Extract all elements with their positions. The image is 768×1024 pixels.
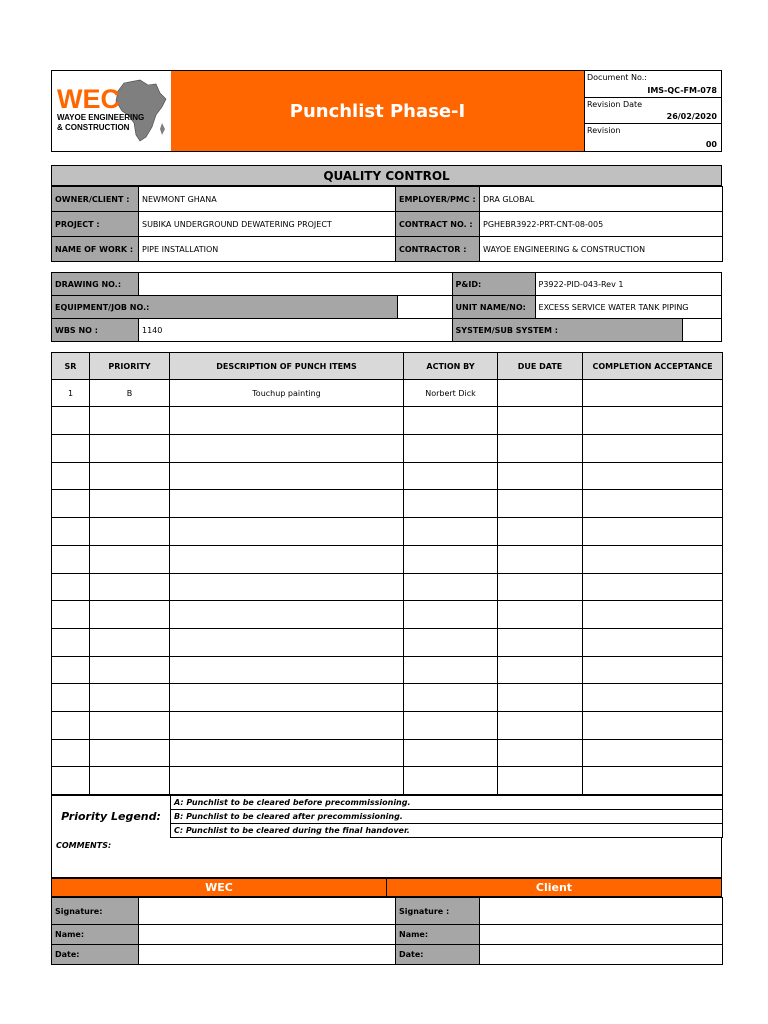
table-row [52, 573, 723, 601]
cell-description[interactable] [170, 545, 404, 573]
cell-completion[interactable] [583, 462, 723, 490]
cell-due-date[interactable] [498, 545, 583, 573]
cell-description[interactable] [170, 767, 404, 795]
table-row [52, 767, 723, 795]
cell-sr[interactable] [52, 545, 90, 573]
cell-completion[interactable] [583, 380, 723, 407]
logo-wordmark: WEC [57, 84, 120, 114]
cell-priority[interactable] [90, 628, 170, 656]
doc-number-value: IMS-QC-FM-078 [647, 85, 717, 95]
cell-due-date[interactable] [498, 518, 583, 546]
client-signature-field[interactable] [480, 898, 723, 925]
cell-action-by[interactable] [404, 767, 498, 795]
cell-description[interactable] [170, 490, 404, 518]
cell-due-date[interactable] [498, 573, 583, 601]
cell-completion[interactable] [583, 684, 723, 712]
cell-description[interactable] [170, 601, 404, 629]
system-value[interactable] [682, 319, 721, 342]
pid-label: P&ID: [452, 273, 535, 296]
cell-action-by[interactable] [404, 435, 498, 463]
employer-value[interactable]: DRA GLOBAL [480, 187, 723, 212]
revision-date-value: 26/02/2020 [666, 112, 717, 122]
cell-sr[interactable] [52, 601, 90, 629]
legend-item-b: B: Punchlist to be cleared after precommissioning. [171, 810, 723, 824]
pid-value[interactable]: P3922-PID-043-Rev 1 [535, 273, 721, 296]
cell-priority[interactable] [90, 684, 170, 712]
cell-sr[interactable] [52, 739, 90, 767]
cell-completion[interactable] [583, 518, 723, 546]
cell-sr[interactable] [52, 490, 90, 518]
cell-sr[interactable] [52, 462, 90, 490]
contractor-value[interactable]: WAYOE ENGINEERING & CONSTRUCTION [480, 237, 723, 262]
cell-priority[interactable] [90, 573, 170, 601]
legend-item-c: C: Punchlist to be cleared during the final handover. [171, 824, 723, 838]
wec-name-field[interactable] [139, 925, 396, 945]
cell-completion[interactable] [583, 767, 723, 795]
client-name-field[interactable] [480, 925, 723, 945]
cell-action-by[interactable] [404, 490, 498, 518]
wec-signature-label: Signature: [52, 898, 139, 925]
cell-completion[interactable] [583, 490, 723, 518]
cell-action-by[interactable] [404, 628, 498, 656]
cell-action-by[interactable] [404, 656, 498, 684]
table-row [52, 656, 723, 684]
client-name-label: Name: [396, 925, 480, 945]
cell-completion[interactable] [583, 601, 723, 629]
equipment-value[interactable] [397, 296, 452, 319]
wec-date-label: Date: [52, 945, 139, 965]
cell-priority[interactable] [90, 490, 170, 518]
africa-map-icon [52, 71, 171, 151]
document-title: Punchlist Phase-I [289, 100, 466, 122]
cell-action-by[interactable] [404, 684, 498, 712]
wbs-value[interactable]: 1140 [139, 319, 453, 342]
employer-label: EMPLOYER/PMC : [396, 187, 480, 212]
cell-priority[interactable] [90, 739, 170, 767]
cell-sr[interactable] [52, 656, 90, 684]
cell-due-date[interactable] [498, 767, 583, 795]
cell-sr[interactable] [52, 711, 90, 739]
work-value[interactable]: PIPE INSTALLATION [139, 237, 396, 262]
revision-date-cell [585, 98, 721, 125]
cell-priority[interactable] [90, 601, 170, 629]
section-title: QUALITY CONTROL [51, 165, 722, 186]
table-row [52, 407, 723, 435]
cell-description[interactable] [170, 407, 404, 435]
wec-signature-title: WEC [52, 879, 387, 896]
cell-due-date[interactable] [498, 628, 583, 656]
wec-name-label: Name: [52, 925, 139, 945]
cell-due-date[interactable] [498, 435, 583, 463]
company-logo [52, 71, 172, 151]
cell-completion[interactable] [583, 656, 723, 684]
cell-completion[interactable] [583, 739, 723, 767]
table-row [52, 628, 723, 656]
cell-action-by[interactable] [404, 545, 498, 573]
cell-action-by[interactable] [404, 601, 498, 629]
unit-value[interactable]: EXCESS SERVICE WATER TANK PIPING [535, 296, 721, 319]
cell-due-date[interactable] [498, 380, 583, 407]
comments-box[interactable] [51, 838, 722, 878]
table-row [52, 684, 723, 712]
document-info [585, 71, 721, 151]
cell-priority[interactable] [90, 435, 170, 463]
system-label: SYSTEM/SUB SYSTEM : [452, 319, 682, 342]
cell-sr[interactable] [52, 518, 90, 546]
cell-due-date[interactable] [498, 407, 583, 435]
drawing-label: DRAWING NO.: [52, 273, 139, 296]
signature-block [51, 897, 722, 965]
table-row [52, 545, 723, 573]
document-header [51, 70, 722, 152]
cell-action-by[interactable] [404, 573, 498, 601]
cell-completion[interactable] [583, 628, 723, 656]
priority-legend [51, 795, 722, 838]
cell-description[interactable] [170, 684, 404, 712]
cell-action-by[interactable] [404, 518, 498, 546]
logo-company-line2: & CONSTRUCTION [57, 123, 130, 132]
cell-completion[interactable] [583, 711, 723, 739]
cell-description[interactable] [170, 435, 404, 463]
cell-completion[interactable] [583, 545, 723, 573]
cell-due-date[interactable] [498, 462, 583, 490]
cell-description[interactable] [170, 739, 404, 767]
cell-action-by[interactable] [404, 462, 498, 490]
cell-sr[interactable] [52, 573, 90, 601]
comments-label: COMMENTS: [56, 841, 112, 850]
cell-due-date[interactable] [498, 601, 583, 629]
header-description: DESCRIPTION OF PUNCH ITEMS [170, 353, 404, 380]
wec-signature-field[interactable] [139, 898, 396, 925]
table-row [52, 711, 723, 739]
legend-item-a: A: Punchlist to be cleared before precommissioning. [171, 796, 723, 810]
equipment-label: EQUIPMENT/JOB NO.: [52, 296, 398, 319]
header-due-date: DUE DATE [498, 353, 583, 380]
revision-date-label: Revision Date [587, 99, 643, 109]
cell-sr[interactable] [52, 407, 90, 435]
client-date-field[interactable] [480, 945, 723, 965]
cell-due-date[interactable] [498, 490, 583, 518]
cell-completion[interactable] [583, 407, 723, 435]
cell-description[interactable] [170, 462, 404, 490]
revision-label: Revision [587, 126, 621, 136]
header-priority: PRIORITY [90, 353, 170, 380]
cell-completion[interactable] [583, 435, 723, 463]
revision-cell [585, 124, 721, 151]
contractor-label: CONTRACTOR : [396, 237, 480, 262]
wbs-label: WBS NO : [52, 319, 139, 342]
cell-due-date[interactable] [498, 656, 583, 684]
cell-description[interactable] [170, 656, 404, 684]
table-row [52, 462, 723, 490]
header-sr: SR [52, 353, 90, 380]
cell-priority[interactable] [90, 545, 170, 573]
drawing-value[interactable] [139, 273, 453, 296]
drawing-info-block [51, 272, 722, 342]
header-completion: COMPLETION ACCEPTANCE [583, 353, 723, 380]
cell-priority[interactable] [90, 518, 170, 546]
cell-sr[interactable] [52, 684, 90, 712]
cell-description[interactable] [170, 518, 404, 546]
cell-sr[interactable] [52, 435, 90, 463]
cell-description[interactable] [170, 711, 404, 739]
cell-priority[interactable] [90, 767, 170, 795]
cell-priority[interactable] [90, 407, 170, 435]
client-signature-label: Signature : [396, 898, 480, 925]
cell-description[interactable] [170, 573, 404, 601]
contract-label: CONTRACT NO. : [396, 212, 480, 237]
cell-priority[interactable] [90, 656, 170, 684]
owner-value[interactable]: NEWMONT GHANA [139, 187, 396, 212]
cell-action-by[interactable] [404, 407, 498, 435]
project-value[interactable]: SUBIKA UNDERGROUND DEWATERING PROJECT [139, 212, 396, 237]
table-row [52, 739, 723, 767]
cell-due-date[interactable] [498, 739, 583, 767]
cell-description[interactable]: Touchup painting [170, 380, 404, 407]
cell-priority[interactable]: B [90, 380, 170, 407]
revision-value: 00 [705, 139, 717, 149]
title-bar [171, 71, 585, 151]
contract-value[interactable]: PGHEBR3922-PRT-CNT-08-005 [480, 212, 723, 237]
punch-items-table [51, 352, 722, 795]
doc-number-label: Document No.: [587, 73, 647, 82]
client-date-label: Date: [396, 945, 480, 965]
project-info-block [51, 186, 722, 261]
unit-label: UNIT NAME/NO: [452, 296, 535, 319]
wec-date-field[interactable] [139, 945, 396, 965]
project-label: PROJECT : [52, 212, 139, 237]
cell-action-by[interactable] [404, 711, 498, 739]
cell-completion[interactable] [583, 573, 723, 601]
cell-description[interactable] [170, 628, 404, 656]
doc-number-cell [585, 71, 721, 98]
table-row [52, 601, 723, 629]
table-row [52, 435, 723, 463]
cell-due-date[interactable] [498, 684, 583, 712]
cell-sr[interactable]: 1 [52, 380, 90, 407]
cell-sr[interactable] [52, 767, 90, 795]
table-header-row [52, 353, 723, 380]
table-row [52, 490, 723, 518]
client-signature-title: Client [535, 881, 573, 894]
cell-due-date[interactable] [498, 711, 583, 739]
signature-header-bar [51, 878, 722, 897]
header-action-by: ACTION BY [404, 353, 498, 380]
cell-action-by[interactable]: Norbert Dick [404, 380, 498, 407]
table-row [52, 380, 723, 407]
logo-company-line1: WAYOE ENGINEERING [57, 113, 145, 122]
cell-action-by[interactable] [404, 739, 498, 767]
owner-label: OWNER/CLIENT : [52, 187, 139, 212]
cell-priority[interactable] [90, 462, 170, 490]
legend-title: Priority Legend: [52, 796, 171, 838]
cell-priority[interactable] [90, 711, 170, 739]
table-row [52, 518, 723, 546]
work-label: NAME OF WORK : [52, 237, 139, 262]
cell-sr[interactable] [52, 628, 90, 656]
